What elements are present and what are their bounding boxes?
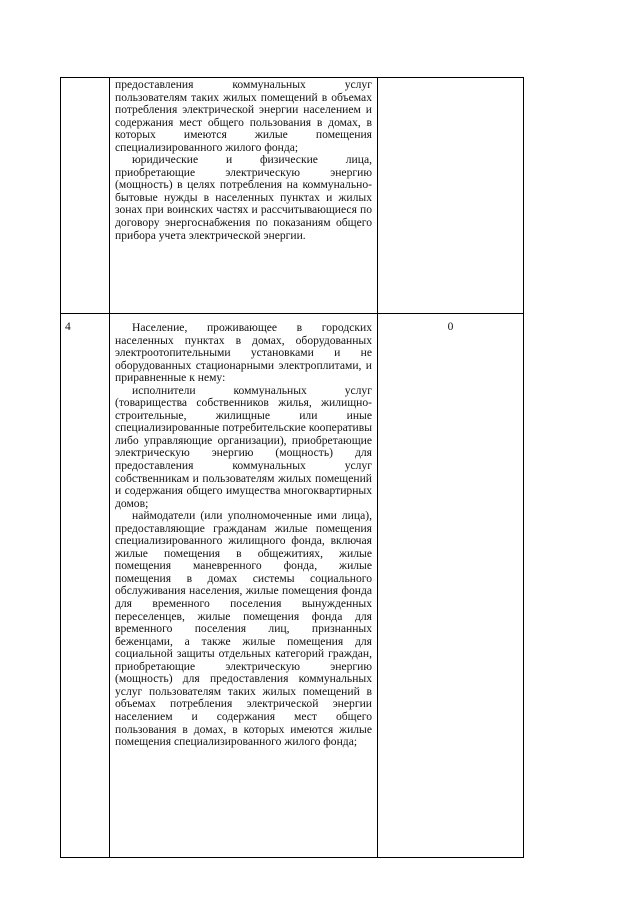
- table-row: [61, 78, 524, 314]
- table-row: [61, 314, 524, 858]
- description-paragraph: наймодатели (или уполномоченные ими лица), предоставляющие гражданам жилые помещения специализированного жилищного фонда, включая жилые помещения в общежитиях, жилые помещения маневренного фонда, жилые помещения в домах системы социального обслуживания населения, жилые помещения фонда для временного поселения вынужденных переселенцев, жилые помещения фонда для временного поселения лиц, признанных беженцами, а также жилые помещения для социальной защиты отдельных категорий граждан, приобретающие электрическую энергию (мощность) для предоставления коммунальных услуг пользователям таких жилых помещений в объемах потребления электрической энергии населением и содержания мест общего пользования в домах, в которых имеются жилые помещения специализированного жилого фонда;: [115, 509, 372, 749]
- row-value-cell: [378, 78, 524, 314]
- description-paragraph: юридические и физические лица, приобретающие электрическую энергию (мощность) в целях потребления на коммунально-бытовые нужды в населенных пунктах и жилых зонах при воинских частях и рассчитывающиеся по договору энергоснабжения по показаниям общего прибора учета электрической энергии.: [115, 153, 372, 242]
- row-description-cell: [110, 314, 378, 858]
- row-number-cell: [61, 78, 110, 314]
- row-value-cell: 0: [378, 314, 524, 858]
- tariff-table: [60, 77, 524, 858]
- row-description-cell: [110, 78, 378, 314]
- description-paragraph: исполнители коммунальных услуг (товарищества собственников жилья, жилищно-строительные, жилищные или иные специализированные потребительские кооперативы либо управляющие организации), приобретающие электрическую энергию (мощность) для предоставления коммунальных услуг собственникам и пользователям жилых помещений и содержания общего имущества многоквартирных домов;: [115, 383, 372, 510]
- description-paragraph: Население, проживающее в городских населенных пунктах в домах, оборудованных электроотопительными установками и не оборудованных стационарными электроплитами, и приравненные к нему:: [115, 321, 372, 385]
- description-paragraph: предоставления коммунальных услуг пользователям таких жилых помещений в объемах потребления электрической энергии населением и содержания мест общего пользования в домах, в которых имеются жилые помещения специализированного жилого фонда;: [115, 78, 372, 154]
- row-number-cell: 4: [61, 314, 110, 858]
